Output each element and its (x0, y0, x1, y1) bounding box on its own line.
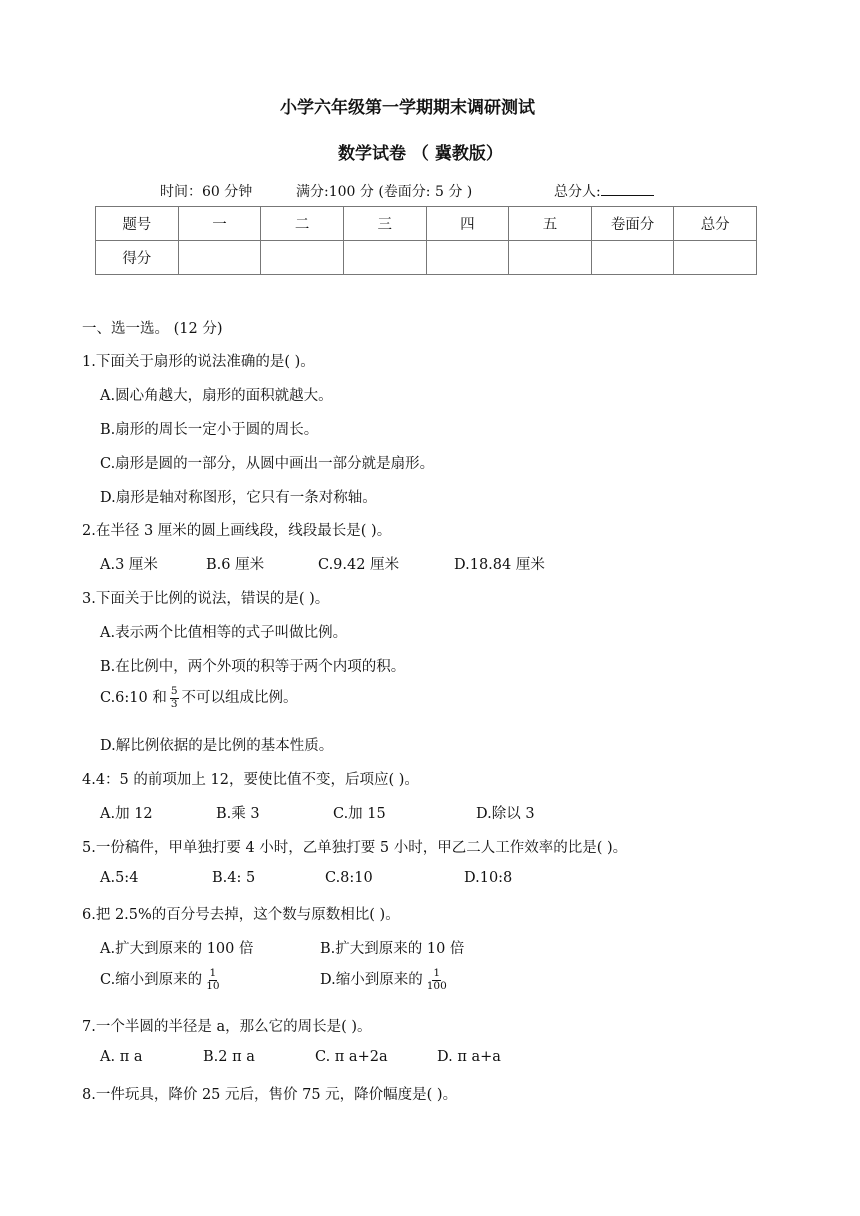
fraction-denominator: 100 (426, 979, 447, 992)
question-7-stem: 7.一个半圆的半径是 a，那么它的周长是( )。 (82, 1019, 372, 1035)
q6-option-c[interactable] (100, 968, 224, 992)
fraction-denominator: 10 (206, 979, 220, 992)
fraction-numerator: 5 (170, 685, 178, 698)
header-cell: 卷面分 (591, 207, 674, 241)
q1-option-c[interactable]: C.扇形是圆的一部分，从圆中画出一部分就是扇形。 (100, 456, 435, 472)
q4-option-b[interactable]: B.乘 3 (216, 806, 260, 822)
exam-time: 时间：60 分钟 (160, 184, 253, 200)
q2-option-d[interactable]: D.18.84 厘米 (454, 557, 545, 573)
q2-option-a[interactable]: A.3 厘米 (100, 557, 158, 573)
exam-full-score: 满分:100 分 (卷面分: 5 分 ) (296, 184, 473, 200)
q5-option-a[interactable]: A.5:4 (100, 870, 139, 886)
header-cell: 三 (343, 207, 426, 241)
q3-option-c-suffix: 不可以组成比例。 (181, 690, 298, 706)
q3-option-d[interactable]: D.解比例依据的是比例的基本性质。 (100, 738, 334, 754)
score-cell[interactable] (178, 241, 261, 275)
score-cell[interactable] (674, 241, 757, 275)
scorer-label: 总分人: (554, 184, 601, 200)
q5-option-c[interactable]: C.8:10 (325, 870, 373, 886)
exam-subtitle: 数学试卷 （ 冀教版） (338, 144, 503, 164)
q3-option-a[interactable]: A.表示两个比值相等的式子叫做比例。 (100, 625, 348, 641)
fraction-denominator: 3 (170, 697, 178, 710)
q6-option-d-prefix: D.缩小到原来的 (320, 972, 423, 988)
q6-option-a[interactable]: A.扩大到原来的 100 倍 (100, 941, 254, 957)
q2-option-c[interactable]: C.9.42 厘米 (318, 557, 400, 573)
header-cell: 题号 (96, 207, 179, 241)
q7-option-c[interactable]: C. π a+2a (315, 1049, 388, 1065)
score-cell[interactable] (426, 241, 509, 275)
fraction-numerator: 1 (433, 967, 441, 980)
fraction-one-tenth (205, 968, 220, 991)
score-row-label: 得分 (96, 241, 179, 275)
score-table-header-row (96, 207, 757, 241)
question-5-stem: 5.一份稿件，甲单独打要 4 小时，乙单独打要 5 小时，甲乙二人工作效率的比是( )。 (82, 840, 628, 856)
fraction-numerator: 1 (209, 967, 217, 980)
header-cell: 四 (426, 207, 509, 241)
q1-option-a[interactable]: A.圆心角越大，扇形的面积就越大。 (100, 388, 333, 404)
question-8-stem: 8.一件玩具，降价 25 元后，售价 75 元，降价幅度是( )。 (82, 1087, 458, 1103)
fraction-five-thirds (170, 686, 179, 709)
q6-option-d[interactable] (320, 968, 451, 992)
q1-option-d[interactable]: D.扇形是轴对称图形，它只有一条对称轴。 (100, 490, 377, 506)
q7-option-a[interactable]: A. π a (100, 1049, 143, 1065)
question-4-stem: 4.4：5 的前项加上 12，要使比值不变，后项应( )。 (82, 772, 419, 788)
score-table (95, 206, 757, 275)
q3-option-b[interactable]: B.在比例中，两个外项的积等于两个内项的积。 (100, 659, 406, 675)
question-2-stem: 2.在半径 3 厘米的圆上画线段，线段最长是( )。 (82, 523, 392, 539)
q6-option-b[interactable]: B.扩大到原来的 10 倍 (320, 941, 465, 957)
q6-option-c-prefix: C.缩小到原来的 (100, 972, 203, 988)
q7-option-d[interactable]: D. π a+a (437, 1049, 501, 1065)
q2-option-b[interactable]: B.6 厘米 (206, 557, 265, 573)
q4-option-a[interactable]: A.加 12 (100, 806, 153, 822)
score-table-score-row (96, 241, 757, 275)
q4-option-d[interactable]: D.除以 3 (476, 806, 535, 822)
question-1-stem: 1.下面关于扇形的说法准确的是( )。 (82, 354, 315, 370)
scorer-blank[interactable] (601, 181, 654, 196)
section-heading: 一、选一选。 (12 分) (82, 321, 223, 337)
q5-option-b[interactable]: B.4: 5 (212, 870, 256, 886)
header-cell: 五 (509, 207, 592, 241)
score-cell[interactable] (591, 241, 674, 275)
exam-title: 小学六年级第一学期期末调研测试 (280, 98, 535, 118)
header-cell: 一 (178, 207, 261, 241)
q1-option-b[interactable]: B.扇形的周长一定小于圆的周长。 (100, 422, 319, 438)
scorer-field (554, 181, 654, 201)
q3-option-c[interactable] (100, 686, 298, 710)
q5-option-d[interactable]: D.10:8 (464, 870, 513, 886)
score-cell[interactable] (509, 241, 592, 275)
q7-option-b[interactable]: B.2 π a (203, 1049, 255, 1065)
q3-option-c-prefix: C.6:10 和 (100, 690, 167, 706)
score-cell[interactable] (343, 241, 426, 275)
question-3-stem: 3.下面关于比例的说法，错误的是( )。 (82, 591, 330, 607)
header-cell: 二 (261, 207, 344, 241)
q4-option-c[interactable]: C.加 15 (333, 806, 386, 822)
header-cell: 总分 (674, 207, 757, 241)
question-6-stem: 6.把 2.5%的百分号去掉，这个数与原数相比( )。 (82, 907, 400, 923)
score-cell[interactable] (261, 241, 344, 275)
fraction-one-hundredth (426, 968, 448, 991)
